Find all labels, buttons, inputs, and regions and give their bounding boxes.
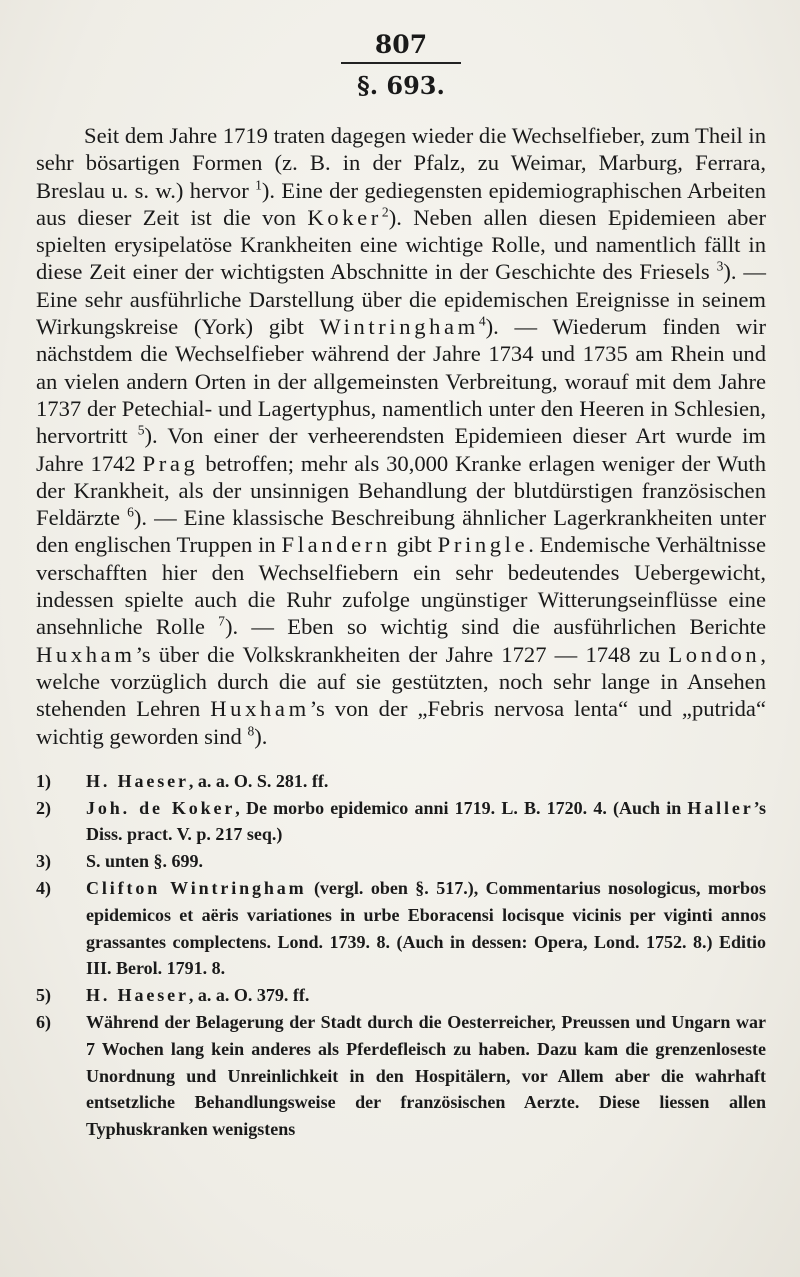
spaced-name: Haller <box>687 797 754 818</box>
footnote-text: ’s Diss. pract. V. p. 217 seq.) <box>86 797 766 845</box>
header-rule <box>341 62 461 64</box>
spaced-name: London <box>668 641 761 667</box>
footnote-number: 5) <box>36 985 51 1006</box>
footnote-ref: 1 <box>255 177 262 193</box>
text-run: ). <box>254 723 268 749</box>
paragraph <box>36 122 766 750</box>
footnote <box>36 768 766 795</box>
footnote-text: , a. a. O. S. 281. ff. <box>188 770 329 791</box>
spaced-name: H. Haeser <box>86 770 189 791</box>
text-run: ). — Eine sehr ausführliche Darstellung über die epidemischen Ereignisse in seinem Wirkungskreise (York) gibt <box>36 259 766 340</box>
footnote-text: , De morbo epidemico anni 1719. L. B. 1720. 4. (Auch in <box>235 797 688 818</box>
footnote-ref: 6 <box>127 504 134 520</box>
footnote <box>36 795 766 849</box>
text-run: ). — Wiederum finden wir nächstdem die Wechselfieber während der Jahre 1734 und 1735 am Rhein und an vielen andern Orten in der allgemeinsten Verbreitung, worauf mit dem Jahre 1737 der Petechial- und Lagertyphus, namentlich unter den Heeren in Schlesien, hervortritt <box>36 314 766 449</box>
footnote-text: (vergl. oben §. 517.), Commentarius nosologicus, morbos epidemicos et aëris variationes in urbe Eboracensi locisque vicinis per viginti annos grassantes complectens. Lond. 1739. 8. (Auch in dessen: Opera, Lond. 1752. 8.) Editio III. Berol. 1791. 8. <box>86 878 766 979</box>
text-run: ). Neben allen diesen Epidemieen aber spielten erysipelatöse Krankheiten eine wichtige Rolle, und namentlich fällt in diese Zeit einer der wichtigsten Abschnitte in der Geschichte des Friesels <box>36 204 766 285</box>
footnote-text: Während der Belagerung der Stadt durch die Oesterreicher, Preussen und Ungarn war 7 Wochen lang kein anderes als Pferdefleisch zu haben. Dazu kam die grenzenloseste Unordnung und Unreinlichkeit in den Hospitälern, vor Allem aber die wahrhaft entsetzliche Behandlungsweise der französischen Aerzte. Diese liessen allen Typhuskranken wenigstens <box>86 1012 766 1140</box>
text-run: ). Eine der gediegensten epidemiographischen Arbeiten aus dieser Zeit ist die von <box>36 177 766 230</box>
footnote-text: S. unten §. 699. <box>86 851 204 872</box>
spaced-name: Prag <box>142 450 199 476</box>
text-run: Seit dem Jahre 1719 traten dagegen wieder die Wechselfieber, zum Theil in sehr bösartigen Formen (z. B. in der Pfalz, zu Weimar, Marburg, Ferrara, Breslau u. s. w.) hervor <box>36 123 766 203</box>
spaced-name: H. Haeser <box>86 985 189 1006</box>
footnote-ref: 7 <box>218 613 225 629</box>
footnote-text: , a. a. O. 379. ff. <box>188 985 310 1006</box>
main-text <box>36 122 766 750</box>
text-run: gibt <box>390 532 438 558</box>
footnote <box>36 875 766 982</box>
footnote <box>36 1009 766 1143</box>
spaced-name: Clifton Wintringham <box>86 878 307 899</box>
spaced-name: Pringle <box>437 532 529 558</box>
text-run: ). — Eine klassische Beschreibung ähnlicher Lagerkrankheiten unter den englischen Truppen in <box>36 505 767 558</box>
footnote-number: 4) <box>36 878 51 899</box>
text-run: , welche vorzüglich durch die auf sie gestützten, noch sehr lange in Ansehen stehenden Lehren <box>36 641 766 722</box>
footnote-ref: 4 <box>478 313 486 329</box>
footnote-number: 6) <box>36 1012 51 1032</box>
footnote-number: 2) <box>36 797 51 818</box>
spaced-name: Huxham <box>210 696 310 722</box>
footnote-ref: 8 <box>247 723 255 738</box>
text-run: ). — Eben so wichtig sind die ausführlichen Berichte <box>224 614 766 640</box>
spaced-name: Huxham <box>36 641 136 667</box>
footnote-ref: 2 <box>381 204 389 220</box>
text-run: ). Von einer der verheerendsten Epidemieen dieser Art wurde im Jahre 1742 <box>36 423 766 476</box>
footnotes <box>36 768 766 1143</box>
spaced-name: Koker <box>307 204 382 230</box>
text-run: ’s von der „Febris nervosa lenta“ und „putrida“ wichtig geworden sind <box>36 696 766 749</box>
text-run: . Endemische Verhältnisse verschafften hier den Wechselfiebern ein sehr bedeutendes Uebergewicht, indessen spielte auch die Ruhr zufolge ungünstiger Witterungseinflüsse eine ansehnliche Rolle <box>36 532 767 640</box>
footnote-number: 1) <box>36 770 51 791</box>
spaced-name: Flandern <box>281 532 391 558</box>
text-run: ’s über die Volkskrankheiten der Jahre 1727 — 1748 zu <box>135 641 669 667</box>
footnote <box>36 848 766 875</box>
text-run: betroffen; mehr als 30,000 Kranke erlagen weniger der Wuth der Krankheit, als der unsinnigen Behandlung der blutdürstigen französischen Feldärzte <box>36 450 766 531</box>
page-number: 807 <box>374 30 428 59</box>
footnote-number: 3) <box>36 851 51 872</box>
footnote <box>36 982 766 1009</box>
section-heading: §. 693. <box>357 71 445 100</box>
spaced-name: Wintringham <box>319 314 479 340</box>
spaced-name: Joh. de Koker <box>86 797 236 818</box>
footnote-ref: 5 <box>137 422 145 438</box>
footnote-ref: 3 <box>716 258 724 274</box>
